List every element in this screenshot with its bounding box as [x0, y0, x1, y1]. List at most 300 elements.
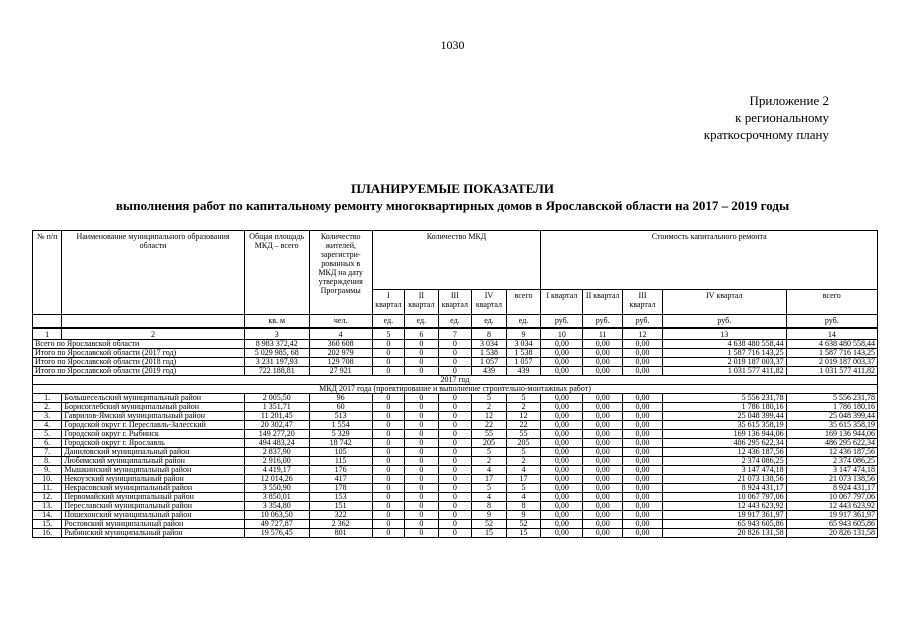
totals-cell: 0,00	[541, 366, 583, 375]
page-number: 1030	[440, 38, 465, 52]
unit-7: руб.	[541, 315, 583, 328]
totals-cell: 439	[472, 366, 507, 375]
index-10: 11	[583, 328, 623, 340]
totals-cell: 0,00	[583, 348, 623, 357]
table-cell: 115	[309, 456, 372, 465]
table-cell: 0	[405, 411, 439, 420]
table-row	[33, 393, 878, 402]
table-cell: 0,00	[623, 456, 663, 465]
totals-cell: 4 638 480 558,44	[662, 339, 786, 348]
table-cell: 0,00	[583, 411, 623, 420]
table-cell: 0,00	[623, 483, 663, 492]
table-cell: 12.	[33, 492, 62, 501]
header-count-q-3: IV квартал	[472, 290, 507, 315]
table-cell: 3.	[33, 411, 62, 420]
table-cell: 0,00	[583, 501, 623, 510]
table-cell: 0	[372, 438, 404, 447]
appendix-note	[704, 92, 829, 143]
table-cell: 8	[472, 501, 507, 510]
table-cell: 5.	[33, 429, 62, 438]
header-cost-q-3: IV квартал	[662, 290, 786, 315]
totals-cell: 0,00	[623, 366, 663, 375]
table-cell: 0	[372, 420, 404, 429]
table-cell: 2	[472, 402, 507, 411]
table-cell: 21 073 138,56	[662, 474, 786, 483]
table-cell: 1 554	[309, 420, 372, 429]
table-cell: 0	[438, 519, 472, 528]
table-cell: 0	[438, 393, 472, 402]
unit-10: руб.	[662, 315, 786, 328]
totals-cell: 1 538	[506, 348, 541, 357]
table-cell: 0	[405, 528, 439, 537]
unit-empty-2	[62, 315, 244, 328]
table-cell: 4.	[33, 420, 62, 429]
table-cell: 513	[309, 411, 372, 420]
totals-cell: 360 608	[309, 339, 372, 348]
table-cell: 0	[405, 456, 439, 465]
table-cell: 0	[438, 411, 472, 420]
table-cell: 0,00	[541, 447, 583, 456]
table-cell: 4	[472, 465, 507, 474]
table-cell: Городской округ г. Ярославль	[62, 438, 244, 447]
table-cell: 417	[309, 474, 372, 483]
table-cell: 0	[405, 438, 439, 447]
unit-6: ед.	[506, 315, 541, 328]
table-cell: 0,00	[623, 510, 663, 519]
header-cost-q-2: III квартал	[623, 290, 663, 315]
table-cell: 8.	[33, 456, 62, 465]
table-cell: 105	[309, 447, 372, 456]
totals-cell: 0	[405, 348, 439, 357]
table-cell: 0,00	[623, 420, 663, 429]
totals-cell: 1 057	[506, 357, 541, 366]
table-cell: 0,00	[583, 474, 623, 483]
table-cell: 0	[372, 429, 404, 438]
table-row	[33, 429, 878, 438]
table-cell: 9	[506, 510, 541, 519]
table-cell: 60	[309, 402, 372, 411]
section-body	[33, 375, 878, 393]
index-2: 3	[244, 328, 309, 340]
table-cell: 2.	[33, 402, 62, 411]
table-cell: 19 917 361,97	[662, 510, 786, 519]
unit-empty-1	[33, 315, 62, 328]
totals-row	[33, 339, 878, 348]
table-cell: 0	[405, 393, 439, 402]
table-cell: 0	[438, 447, 472, 456]
table-cell: 20 302,47	[244, 420, 309, 429]
table-cell: 35 615 358,19	[786, 420, 877, 429]
totals-cell: 0	[372, 357, 404, 366]
table-cell: 0,00	[541, 429, 583, 438]
totals-cell: 1 538	[472, 348, 507, 357]
table-cell: 0	[372, 483, 404, 492]
table-cell: 22	[472, 420, 507, 429]
totals-cell: 0,00	[541, 339, 583, 348]
header-name: Наименование муниципального образования области	[62, 231, 244, 315]
table-cell: 0	[405, 501, 439, 510]
table-cell: 3 147 474,18	[786, 465, 877, 474]
totals-cell: 0	[405, 339, 439, 348]
table-cell: 17	[472, 474, 507, 483]
index-7: 8	[472, 328, 507, 340]
table-cell: 21 073 138,56	[786, 474, 877, 483]
table-cell: 0,00	[623, 474, 663, 483]
table-cell: 0	[372, 456, 404, 465]
header-units-row	[33, 315, 878, 328]
table-cell: 9	[472, 510, 507, 519]
table-cell: Некоузский муниципальный район	[62, 474, 244, 483]
totals-cell: 2 019 187 003,37	[786, 357, 877, 366]
totals-cell: 0,00	[541, 357, 583, 366]
table-cell: 0,00	[623, 519, 663, 528]
table-header	[33, 231, 878, 340]
table-row	[33, 528, 878, 537]
table-cell: 65 943 605,86	[786, 519, 877, 528]
totals-cell: 202 979	[309, 348, 372, 357]
table-cell: 2 837,90	[244, 447, 309, 456]
header-area: Общая площадь МКД – всего	[244, 231, 309, 315]
index-11: 12	[623, 328, 663, 340]
table-cell: 0,00	[541, 474, 583, 483]
table-cell: 2 374 086,25	[662, 456, 786, 465]
table-cell: 22	[506, 420, 541, 429]
totals-cell: 1 031 577 411,82	[662, 366, 786, 375]
table-cell: 2 374 086,25	[786, 456, 877, 465]
section-year: 2017 год	[33, 375, 878, 384]
table-cell: 17	[506, 474, 541, 483]
table-cell: 5	[472, 447, 507, 456]
table-cell: 14.	[33, 510, 62, 519]
table-cell: 0,00	[541, 438, 583, 447]
table-cell: 0,00	[541, 483, 583, 492]
index-13: 14	[786, 328, 877, 340]
totals-row	[33, 357, 878, 366]
table-cell: 5	[472, 483, 507, 492]
index-3: 4	[309, 328, 372, 340]
table-cell: 5	[506, 393, 541, 402]
totals-cell: 0	[405, 357, 439, 366]
totals-cell: 2 019 187 003,37	[662, 357, 786, 366]
table-cell: 0,00	[623, 501, 663, 510]
table-cell: 0	[405, 483, 439, 492]
totals-cell: 3 034	[506, 339, 541, 348]
totals-cell: 3 231 197,93	[244, 357, 309, 366]
table-cell: 0,00	[623, 402, 663, 411]
totals-cell: 0	[438, 339, 472, 348]
table-cell: 6.	[33, 438, 62, 447]
table-cell: 0,00	[541, 420, 583, 429]
table-cell: 0,00	[541, 393, 583, 402]
table-row	[33, 447, 878, 456]
table-row	[33, 519, 878, 528]
table-cell: Некрасовский муниципальный район	[62, 483, 244, 492]
table-cell: 0,00	[583, 519, 623, 528]
table-cell: 5	[506, 447, 541, 456]
table-cell: 0	[405, 492, 439, 501]
table-cell: 0,00	[541, 501, 583, 510]
table-cell: 2 005,50	[244, 393, 309, 402]
totals-cell: 0	[405, 366, 439, 375]
table-cell: Рыбинский муниципальный район	[62, 528, 244, 537]
table-cell: 52	[506, 519, 541, 528]
table-cell: 7.	[33, 447, 62, 456]
table-cell: 153	[309, 492, 372, 501]
table-cell: 0,00	[623, 465, 663, 474]
totals-cell: 1 057	[472, 357, 507, 366]
table-row	[33, 411, 878, 420]
header-count-q-4: всего	[506, 290, 541, 315]
table-cell: 5 329	[309, 429, 372, 438]
table-cell: 0,00	[583, 465, 623, 474]
table-cell: Гаврилов-Ямский муниципальный район	[62, 411, 244, 420]
totals-cell: 5 029 985, 68	[244, 348, 309, 357]
table-cell: 55	[506, 429, 541, 438]
table-cell: 12	[506, 411, 541, 420]
table-cell: 4	[506, 465, 541, 474]
table-cell: 25 048 399,44	[786, 411, 877, 420]
index-6: 7	[438, 328, 472, 340]
table-cell: 0,00	[541, 510, 583, 519]
table-cell: 169 136 944,06	[786, 429, 877, 438]
totals-cell: 0,00	[583, 366, 623, 375]
table-row	[33, 501, 878, 510]
table-cell: 0	[438, 528, 472, 537]
table-cell: 20 826 131,58	[786, 528, 877, 537]
title-line-1: ПЛАНИРУЕМЫЕ ПОКАЗАТЕЛИ	[351, 181, 554, 196]
index-0: 1	[33, 328, 62, 340]
document-title	[0, 180, 905, 214]
appendix-line-1: Приложение 2	[749, 93, 829, 108]
table-cell: 5	[506, 483, 541, 492]
table-cell: 0	[372, 411, 404, 420]
table-cell: 0,00	[541, 456, 583, 465]
table-cell: 10 067 797,06	[786, 492, 877, 501]
header-index-row	[33, 328, 878, 340]
table-cell: 3 550,90	[244, 483, 309, 492]
totals-label: Всего по Ярославской области	[33, 339, 245, 348]
table-cell: 0	[372, 447, 404, 456]
table-cell: 0	[405, 465, 439, 474]
table-cell: Ростовский муниципальный район	[62, 519, 244, 528]
totals-cell: 4 638 480 558,44	[786, 339, 877, 348]
unit-1: чел.	[309, 315, 372, 328]
section-subtitle: МКД 2017 года (проектирование и выполнение строительно-монтажных работ)	[33, 384, 878, 393]
table-cell: 12	[472, 411, 507, 420]
table-cell: Даниловский муниципальный район	[62, 447, 244, 456]
table-cell: 801	[309, 528, 372, 537]
table-cell: 0,00	[583, 429, 623, 438]
totals-cell: 0	[438, 366, 472, 375]
table-cell: Борисоглебский муниципальный район	[62, 402, 244, 411]
table-cell: Пошехонский муниципальный район	[62, 510, 244, 519]
unit-4: ед.	[438, 315, 472, 328]
header-count-q-2: III квартал	[438, 290, 472, 315]
header-residents: Количество жителей, зарегистри-рованных в МКД на дату утверждения Программы	[309, 231, 372, 315]
table-cell: 0	[372, 510, 404, 519]
table-cell: 65 943 605,86	[662, 519, 786, 528]
table-cell: 0,00	[541, 465, 583, 474]
table-cell: 0,00	[583, 456, 623, 465]
table-cell: 178	[309, 483, 372, 492]
unit-9: руб.	[623, 315, 663, 328]
table-cell: 0,00	[623, 393, 663, 402]
unit-11: руб.	[786, 315, 877, 328]
unit-3: ед.	[405, 315, 439, 328]
table-cell: 9.	[33, 465, 62, 474]
table-cell: Любимский муниципальный район	[62, 456, 244, 465]
table-cell: 1.	[33, 393, 62, 402]
appendix-line-3: краткосрочному плану	[703, 127, 829, 142]
table-cell: 13.	[33, 501, 62, 510]
table-cell: 8 924 431,17	[662, 483, 786, 492]
table-cell: 4	[506, 492, 541, 501]
table-cell: 0	[438, 438, 472, 447]
table-cell: 4 419,17	[244, 465, 309, 474]
table-cell: 18 742	[309, 438, 372, 447]
table-cell: 0	[372, 393, 404, 402]
header-count-q-0: I квартал	[372, 290, 404, 315]
table-cell: 3 850,01	[244, 492, 309, 501]
table-cell: 5	[472, 393, 507, 402]
totals-cell: 0	[438, 348, 472, 357]
unit-8: руб.	[583, 315, 623, 328]
table-cell: 35 615 358,19	[662, 420, 786, 429]
table-cell: 2	[506, 402, 541, 411]
table-row	[33, 465, 878, 474]
table-cell: 0,00	[583, 447, 623, 456]
totals-cell: 0,00	[623, 348, 663, 357]
table-cell: 0,00	[541, 528, 583, 537]
table-cell: 0	[405, 510, 439, 519]
table-cell: 3 354,80	[244, 501, 309, 510]
table-cell: Переславский муниципальный район	[62, 501, 244, 510]
table-cell: 0	[438, 492, 472, 501]
table-cell: 12 443 623,92	[662, 501, 786, 510]
table-cell: 12 436 187,56	[662, 447, 786, 456]
table-cell: 176	[309, 465, 372, 474]
totals-cell: 0,00	[583, 357, 623, 366]
table-cell: 0,00	[583, 510, 623, 519]
table-cell: 0,00	[541, 402, 583, 411]
table-cell: 0,00	[623, 447, 663, 456]
table-cell: Первомайский муниципальный район	[62, 492, 244, 501]
table-cell: 486 295 622,34	[662, 438, 786, 447]
table-cell: 96	[309, 393, 372, 402]
table-cell: 322	[309, 510, 372, 519]
unit-2: ед.	[372, 315, 404, 328]
table-cell: 10.	[33, 474, 62, 483]
index-9: 10	[541, 328, 583, 340]
table-cell: 19 917 361,97	[786, 510, 877, 519]
table-cell: 1 786 180,16	[786, 402, 877, 411]
table-cell: 0,00	[583, 528, 623, 537]
table-cell: 169 136 944,06	[662, 429, 786, 438]
table-cell: 151	[309, 501, 372, 510]
index-4: 5	[372, 328, 404, 340]
table-cell: 0,00	[623, 429, 663, 438]
table-cell: 8 924 431,17	[786, 483, 877, 492]
table-cell: 25 048 399,44	[662, 411, 786, 420]
table-cell: 0,00	[583, 483, 623, 492]
table-cell: 0	[372, 492, 404, 501]
appendix-line-2: к региональному	[735, 110, 829, 125]
table-cell: 4	[472, 492, 507, 501]
totals-cell: 3 034	[472, 339, 507, 348]
table-cell: Мышкинский муниципальный район	[62, 465, 244, 474]
table-cell: 205	[472, 438, 507, 447]
table-cell: 12 014,26	[244, 474, 309, 483]
table-cell: 0,00	[623, 528, 663, 537]
rows-body	[33, 393, 878, 537]
table-cell: 55	[472, 429, 507, 438]
header-count-group: Количество МКД	[372, 231, 541, 290]
totals-cell: 0,00	[623, 357, 663, 366]
totals-cell: 0	[372, 366, 404, 375]
table-cell: 0,00	[541, 519, 583, 528]
table-cell: 0	[405, 447, 439, 456]
table-cell: 486 295 622,34	[786, 438, 877, 447]
totals-cell: 0,00	[583, 339, 623, 348]
totals-cell: 1 587 716 143,25	[786, 348, 877, 357]
table-cell: 0	[438, 510, 472, 519]
table-cell: 0	[438, 483, 472, 492]
table-cell: 0	[438, 456, 472, 465]
table-row	[33, 420, 878, 429]
table-cell: 0	[438, 474, 472, 483]
index-5: 6	[405, 328, 439, 340]
table-cell: 0	[405, 474, 439, 483]
totals-label: Итого по Ярославской области (2017 год)	[33, 348, 245, 357]
totals-cell: 0	[372, 339, 404, 348]
header-cost-q-1: II квартал	[583, 290, 623, 315]
index-8: 9	[506, 328, 541, 340]
table-cell: 19 576,45	[244, 528, 309, 537]
table-cell: 10 067 797,06	[662, 492, 786, 501]
table-cell: 52	[472, 519, 507, 528]
indicators-table	[32, 230, 878, 538]
table-cell: 0	[405, 420, 439, 429]
header-cost-q-4: всего	[786, 290, 877, 315]
table-cell: 2	[506, 456, 541, 465]
totals-cell: 0,00	[623, 339, 663, 348]
table-cell: 11.	[33, 483, 62, 492]
table-cell: 0,00	[541, 411, 583, 420]
table-cell: 5 556 231,78	[786, 393, 877, 402]
table-row	[33, 510, 878, 519]
table-cell: 1 351,71	[244, 402, 309, 411]
table-cell: 16.	[33, 528, 62, 537]
table-row	[33, 474, 878, 483]
totals-cell: 1 031 577 411,82	[786, 366, 877, 375]
unit-5: ед.	[472, 315, 507, 328]
table-cell: 0	[372, 501, 404, 510]
table-cell: 49 727,87	[244, 519, 309, 528]
table-cell: 0,00	[583, 492, 623, 501]
totals-cell: 0,00	[541, 348, 583, 357]
table-cell: Большесельский муниципальный район	[62, 393, 244, 402]
table-row	[33, 402, 878, 411]
totals-label: Итого по Ярославской области (2019 год)	[33, 366, 245, 375]
header-cost-group: Стоимость капитального ремонта	[541, 231, 878, 290]
table-cell: 2 916,00	[244, 456, 309, 465]
title-line-2: выполнения работ по капитальному ремонту многоквартирных домов в Ярославской области на 2017 – 2019 годы	[115, 198, 790, 213]
totals-row	[33, 366, 878, 375]
table-cell: 5 556 231,78	[662, 393, 786, 402]
table-cell: 15	[472, 528, 507, 537]
totals-cell: 722 188,81	[244, 366, 309, 375]
totals-body	[33, 339, 878, 375]
